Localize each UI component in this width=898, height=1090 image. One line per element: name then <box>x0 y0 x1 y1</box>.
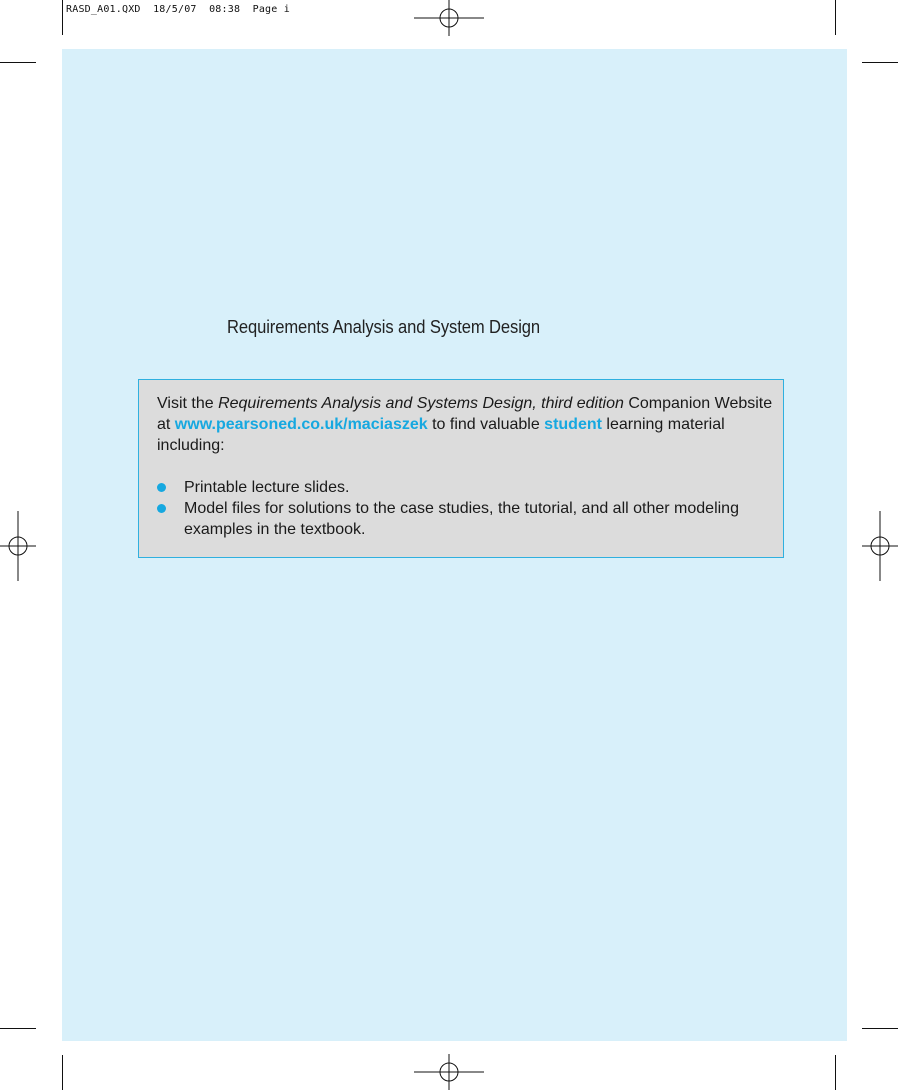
list-item-text: Printable lecture slides. <box>184 479 350 496</box>
crop-mark-top-left-h <box>0 62 36 63</box>
crop-mark-top-right-v <box>835 0 836 35</box>
registration-mark-bottom-icon <box>414 1054 484 1090</box>
intro-companion-text: Companion Website at <box>157 395 773 433</box>
companion-intro <box>157 393 777 456</box>
intro-learning-text: learning material including: <box>157 416 725 454</box>
book-title: Requirements Analysis and Systems Design, third edition <box>218 395 624 412</box>
crop-mark-bottom-right-v <box>835 1055 836 1090</box>
list-item <box>157 498 765 540</box>
crop-mark-top-left-v <box>62 0 63 35</box>
registration-mark-right-icon <box>862 511 898 581</box>
intro-visit-text: Visit the <box>157 395 219 412</box>
companion-website-link[interactable]: www.pearsoned.co.uk/maciaszek <box>174 416 428 433</box>
registration-mark-top-icon <box>414 0 484 36</box>
companion-website-box <box>138 379 784 558</box>
list-item-text: Model files for solutions to the case studies, the tutorial, and all other modeling examples in the textbook. <box>184 500 739 538</box>
crop-mark-bottom-left-h <box>0 1028 36 1029</box>
page-title: Requirements Analysis and System Design <box>227 317 541 337</box>
list-item <box>157 477 765 498</box>
material-list <box>157 477 765 540</box>
slug-line: RASD_A01.QXD 18/5/07 08:38 Page i <box>66 4 290 15</box>
bullet-dot-icon <box>157 504 166 513</box>
intro-find-text: to find valuable <box>427 416 545 433</box>
registration-mark-left-icon <box>0 511 36 581</box>
student-label: student <box>544 416 602 433</box>
crop-mark-bottom-left-v <box>62 1055 63 1090</box>
bullet-dot-icon <box>157 483 166 492</box>
crop-mark-top-right-h <box>862 62 898 63</box>
crop-mark-bottom-right-h <box>862 1028 898 1029</box>
